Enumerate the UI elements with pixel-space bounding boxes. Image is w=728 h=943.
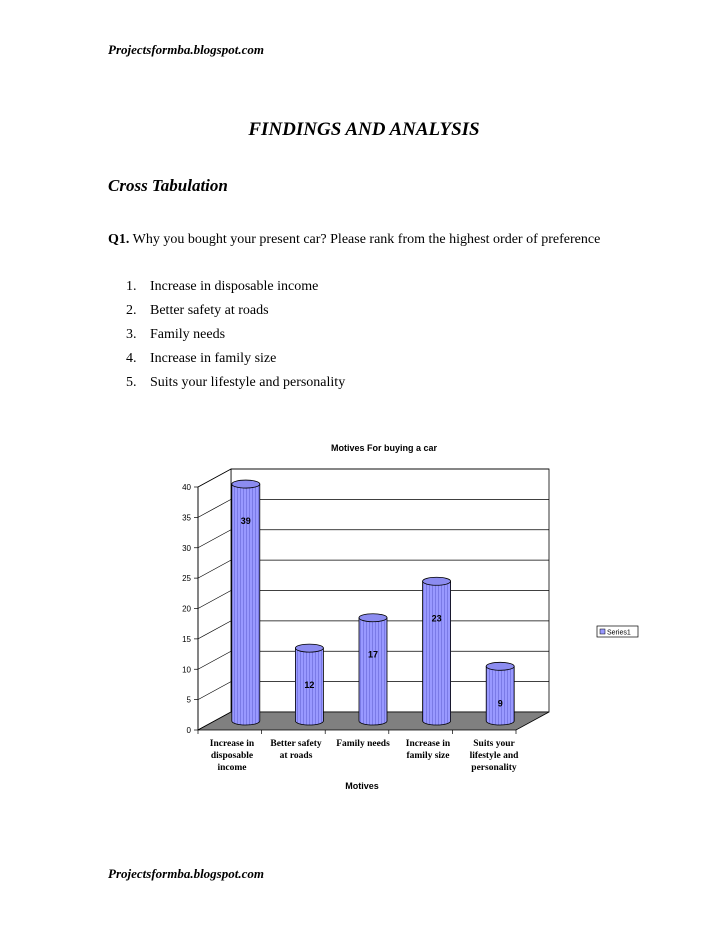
option-text: Increase in disposable income — [150, 279, 319, 294]
option-number: 5. — [126, 375, 137, 390]
option-text: Suits your lifestyle and personality — [150, 375, 346, 390]
data-label: 17 — [367, 649, 379, 660]
bar-top — [295, 644, 323, 652]
x-tick-label: disposable — [210, 751, 254, 761]
x-tick-label: Better safety — [270, 739, 322, 749]
data-label: 39 — [240, 516, 251, 527]
header-site: Projectsformba.blogspot.com — [108, 42, 264, 57]
y-tick-label: 5 — [186, 695, 191, 705]
bar — [359, 618, 387, 725]
chart-title: Motives For buying a car — [330, 443, 438, 453]
x-tick-label: personality — [471, 763, 517, 773]
data-label: 9 — [497, 698, 503, 709]
option-number: 1. — [126, 279, 137, 294]
x-tick-label: Suits your — [473, 739, 515, 749]
y-tick-label: 35 — [182, 513, 191, 523]
bar-top — [232, 480, 260, 488]
y-tick-label: 40 — [182, 483, 191, 492]
question-text: Why you bought your present car? Please rank from the highest order of preference — [132, 232, 601, 247]
x-tick-label: family size — [406, 751, 450, 761]
option-text: Better safety at roads — [150, 303, 269, 318]
x-tick-label: Increase in — [209, 739, 255, 749]
question-label: Q1. — [108, 232, 130, 247]
option-number: 4. — [126, 351, 137, 366]
x-tick-label: at roads — [279, 751, 313, 761]
data-label: 23 — [431, 613, 442, 624]
y-tick-label: 15 — [182, 634, 191, 644]
option-number: 3. — [126, 327, 137, 342]
option-text: Family needs — [150, 327, 226, 342]
y-tick-label: 20 — [182, 604, 191, 614]
section-heading: Cross Tabulation — [108, 176, 228, 195]
legend-swatch — [600, 629, 605, 634]
bar — [423, 581, 451, 725]
legend-label: Series1 — [607, 629, 631, 637]
x-tick-label: Increase in — [405, 739, 451, 749]
x-tick-label: lifestyle and — [469, 751, 519, 761]
y-tick-label: 10 — [182, 665, 191, 675]
bar-top — [486, 662, 514, 670]
y-tick-label: 30 — [182, 543, 191, 553]
bar — [486, 666, 514, 725]
page-title: FINDINGS AND ANALYSIS — [248, 119, 480, 140]
option-text: Increase in family size — [150, 351, 277, 366]
x-tick-label: Family needs — [336, 739, 390, 749]
x-axis-label: Motives — [345, 781, 379, 791]
bar-top — [359, 614, 387, 622]
y-tick-label: 0 — [186, 726, 191, 735]
data-label: 12 — [304, 680, 315, 691]
footer-site: Projectsformba.blogspot.com — [108, 866, 264, 881]
x-tick-label: income — [217, 763, 247, 773]
option-number: 2. — [126, 303, 137, 318]
bar-top — [423, 577, 451, 585]
y-tick-label: 25 — [182, 574, 191, 584]
